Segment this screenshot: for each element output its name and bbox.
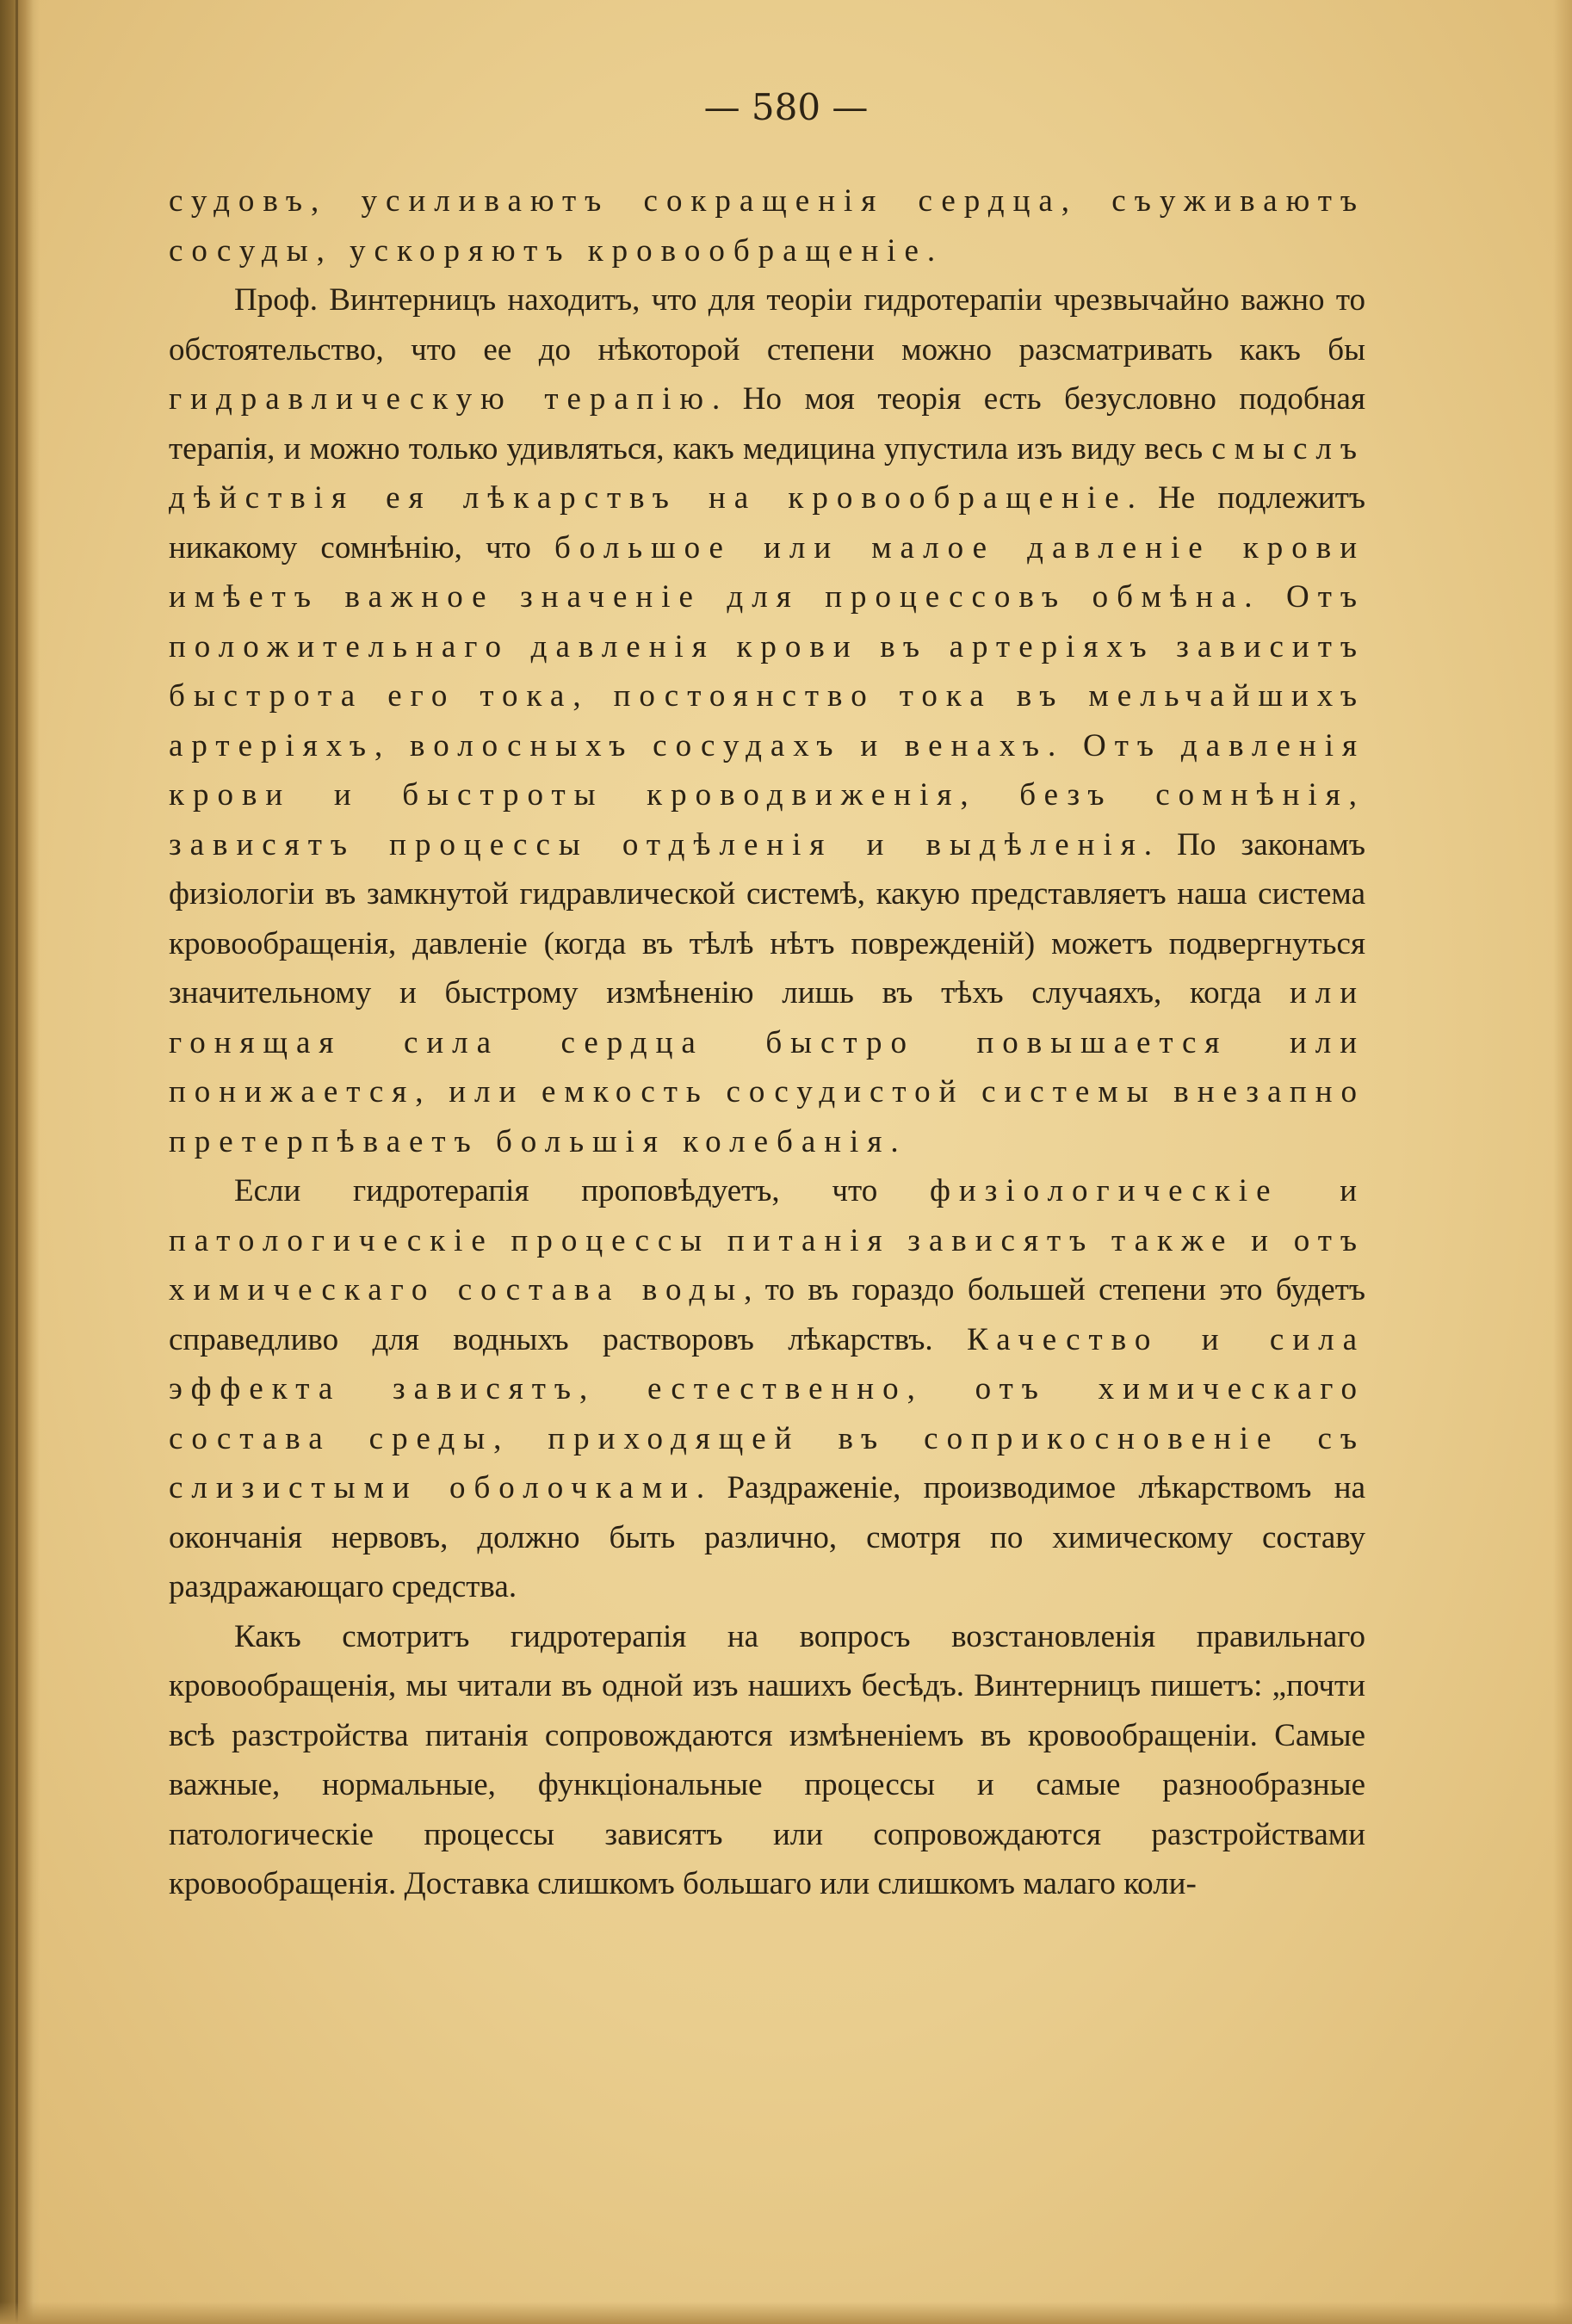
body-text: [169, 176, 1365, 1909]
paragraph-3: [169, 1166, 1365, 1612]
paragraph-2: [169, 275, 1365, 1166]
text-run: . Раздраженіе, производимое лѣкарствомъ на окончанія нервовъ, должно быть различно, смотря по химическому составу раздражающаго средства.: [169, 1470, 1365, 1604]
text-run: . По законамъ физіологіи въ замкнутой гидравлической системѣ, какую представляетъ наша система кровообращенія, давленіе (когда въ тѣлѣ нѣтъ поврежденій) можетъ подвергнуться значительному и быстрому измѣненію лишь въ тѣхъ случаяхъ, когда: [169, 826, 1366, 1011]
text-run: , то въ гораздо большей степени это будетъ справедливо для водныхъ растворовъ лѣкарствъ.: [169, 1272, 1365, 1357]
spaced-emphasis: физіологическіе и патологическіе процессы питанія зависятъ также и отъ химическаго состава воды: [169, 1173, 1365, 1307]
spaced-emphasis: смыслъ дѣйствія ея лѣкарствъ на кровообращеніе: [169, 430, 1365, 516]
book-spine-edge: [0, 0, 40, 2324]
paragraph-1: [169, 176, 1365, 275]
paragraph-4: [169, 1612, 1365, 1909]
page-bottom-edge: [0, 2302, 1572, 2324]
page-number: — 580 —: [703, 86, 869, 128]
text-run: Какъ смотритъ гидротерапія на вопросъ возстановленія правильнаго кровообращенія, мы читали въ одной изъ нашихъ бесѣдъ. Винтерницъ пишетъ: „почти всѣ разстройства питанія сопровождаются измѣненіемъ въ кровообращеніи. Самые важные, нормальные, функціональные процессы и самые разнообразные патологическіе процессы зависятъ или сопровождаются разстройствами кровообращенія. Доставка слишкомъ большаго или слишкомъ малаго коли-: [169, 1618, 1365, 1901]
page-right-edge: [1553, 0, 1572, 2324]
text-run: . Не подлежитъ никакому сомнѣнію, что: [169, 480, 1366, 566]
text-run: .: [890, 1123, 899, 1159]
spaced-emphasis: гидравлическую терапію: [169, 381, 713, 417]
text-run: . Но моя теорія есть безусловно подобная терапія, и можно только удивляться, какъ медицина упустила изъ виду весь: [169, 381, 1366, 467]
text-run: Если гидротерапія проповѣдуетъ, что: [234, 1173, 930, 1208]
text-run: Проф. Винтерницъ находитъ, что для теоріи гидротерапіи чрезвычайно важно то обстоятельство, что ее до нѣкоторой степени можно разсматривать какъ бы: [169, 282, 1365, 368]
spaced-emphasis: большое или малое давленіе крови имѣетъ важное значеніе для процессовъ обмѣна. Отъ положительнаго давленія крови въ артеріяхъ зависитъ быстрота его тока, постоянство тока въ мельчайшихъ артеріяхъ, волосныхъ сосудахъ и венахъ. Отъ давленія крови и быстроты кроводвиженія, безъ сомнѣнія, зависятъ процессы отдѣленія и выдѣленія: [169, 529, 1366, 862]
spaced-emphasis: Качество и сила эффекта зависятъ, естественно, отъ химическаго состава среды, приходящей въ соприкосновеніе съ слизистыми оболочками: [169, 1321, 1366, 1505]
text-run: судовъ, усиливаютъ сокращенія сердца, съуживаютъ сосуды, ускоряютъ кровообращеніе.: [169, 183, 1365, 269]
spaced-emphasis: или гонящая сила сердца быстро повышается или понижается, или емкость сосудистой системы внезапно претерпѣваетъ большія колебанія: [169, 975, 1365, 1159]
